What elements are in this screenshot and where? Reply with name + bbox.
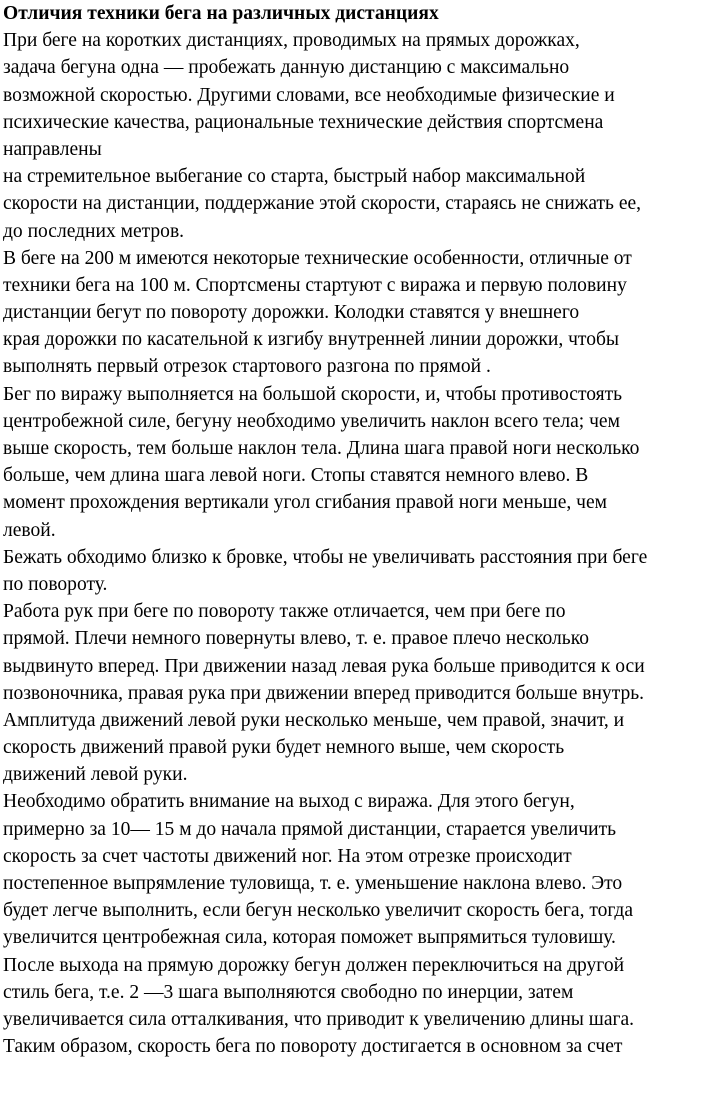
text-line: направлены	[3, 138, 102, 160]
text-line: Необходимо обратить внимание на выход с виража. Для этого бегун,	[3, 791, 575, 813]
text-line: После выхода на прямую дорожку бегун должен переключиться на другой	[3, 954, 625, 976]
text-line: выдвинуто вперед. При движении назад левая рука больше приводится к оси	[3, 655, 645, 677]
text-line: момент прохождения вертикали угол сгибания правой ноги меньше, чем	[3, 492, 607, 514]
text-line: края дорожки по касательной к изгибу внутренней линии дорожки, чтобы	[3, 329, 620, 351]
text-line: Бежать обходимо близко к бровке, чтобы не увеличивать расстояния при беге	[3, 546, 648, 568]
text-line: увеличивается сила отталкивания, что приводит к увеличению длины шага.	[3, 1008, 635, 1030]
text-line: до последних метров.	[3, 220, 185, 242]
text-line: Амплитуда движений левой руки несколько меньше, чем правой, значит, и	[3, 709, 625, 731]
text-line: больше, чем длина шага левой ноги. Стопы ставятся немного влево. В	[3, 465, 589, 487]
text-line: выше скорость, тем больше наклон тела. Длина шага правой ноги несколько	[3, 438, 640, 459]
text-line: левой.	[3, 519, 56, 541]
document-page	[3, 0, 703, 1060]
document-body	[3, 27, 703, 1060]
document-title: Отличия техники бега на различных дистанциях	[3, 3, 439, 24]
text-line: скорость за счет частоты движений ног. На этом отрезке происходит	[3, 845, 572, 867]
text-line: центробежной силе, бегуну необходимо увеличить наклон всего тела; чем	[3, 410, 620, 432]
text-line: будет легче выполнить, если бегун несколько увеличит скорость бега, тогда	[3, 900, 634, 922]
text-line: постепенное выпрямление туловища, т. е. уменьшение наклона влево. Это	[3, 873, 623, 894]
text-line: задача бегуна одна — пробежать данную дистанцию с максимально	[3, 57, 570, 79]
text-line: позвоночника, правая рука при движении вперед приводится больше внутрь.	[3, 682, 645, 704]
text-line: психические качества, рациональные технические действия спортсмена	[3, 111, 604, 133]
text-line: скорости на дистанции, поддержание этой скорости, стараясь не снижать ее,	[3, 193, 642, 215]
text-line: движений левой руки.	[3, 764, 188, 786]
text-line: увеличится центробежная сила, которая поможет выпрямиться туловишу.	[3, 927, 616, 949]
text-line: по повороту.	[3, 573, 108, 595]
text-line: Таким образом, скорость бега по повороту достигается в основном за счет	[3, 1036, 623, 1058]
text-line: выполнять первый отрезок стартового разгона по прямой .	[3, 356, 491, 378]
text-line: стиль бега, т.е. 2 —3 шага выполняются свободно по инерции, затем	[3, 981, 574, 1003]
text-line: на стремительное выбегание со старта, быстрый набор максимальной	[3, 166, 586, 188]
text-line: скорость движений правой руки будет немного выше, чем скорость	[3, 737, 565, 759]
text-line: В беге на 200 м имеются некоторые технические особенности, отличные от	[3, 247, 632, 269]
text-line: возможной скоростью. Другими словами, все необходимые физические и	[3, 84, 615, 106]
text-line: Бег по виражу выполняется на большой скорости, и, чтобы противостоять	[3, 383, 623, 405]
text-line: При беге на коротких дистанциях, проводимых на прямых дорожках,	[3, 30, 580, 52]
text-line: Работа рук при беге по повороту также отличается, чем при беге по	[3, 601, 566, 623]
text-line: примерно за 10— 15 м до начала прямой дистанции, старается увеличить	[3, 818, 617, 840]
text-line: техники бега на 100 м. Спортсмены стартуют с виража и первую половину	[3, 274, 627, 296]
text-line: прямой. Плечи немного повернуты влево, т. е. правое плечо несколько	[3, 628, 589, 650]
text-line: дистанции бегут по повороту дорожки. Колодки ставятся у внешнего	[3, 302, 580, 324]
